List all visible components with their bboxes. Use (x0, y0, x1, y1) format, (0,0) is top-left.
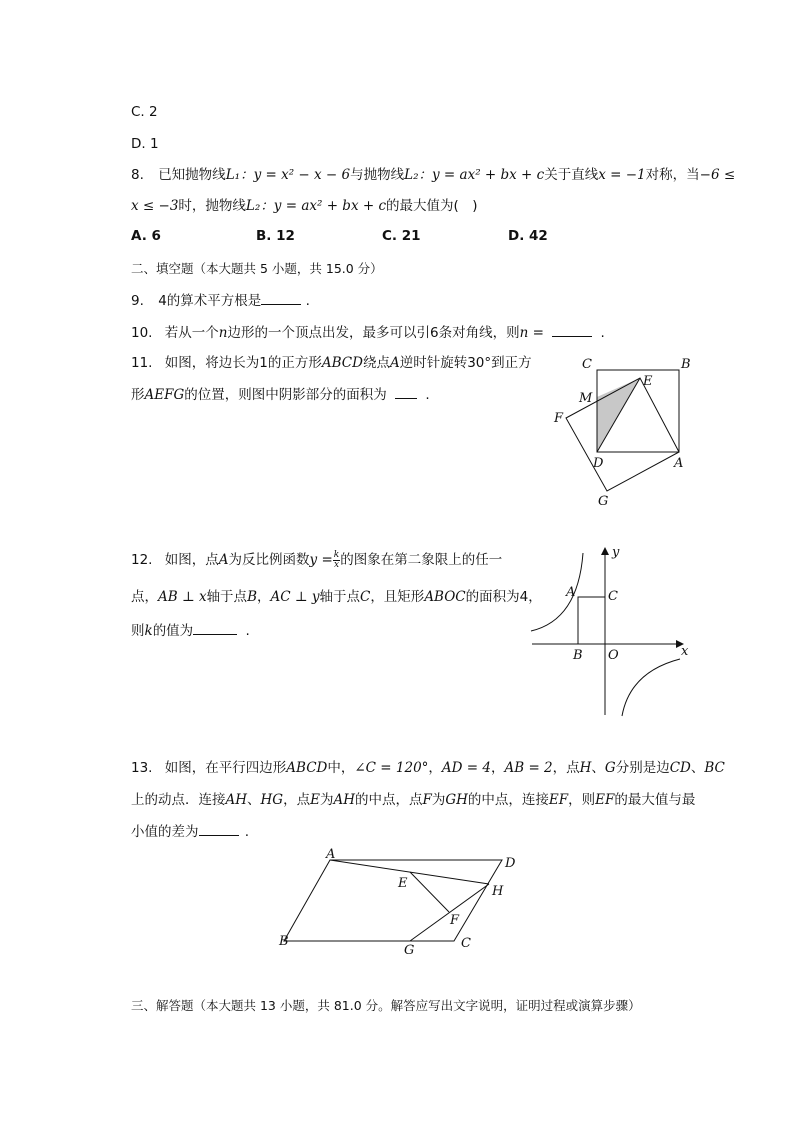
q13-text: 为 (319, 792, 334, 808)
q13-text: 、 (690, 760, 705, 776)
q13-cd: CD (669, 760, 691, 776)
answer-blank[interactable] (552, 322, 592, 337)
q8-eq1: ：y = x² − x − 6 (240, 167, 351, 183)
q8-text: 对称，当 (645, 167, 700, 183)
label-c: C (608, 589, 618, 604)
label-x: x (681, 644, 689, 659)
q11-figure (550, 352, 700, 512)
answer-blank[interactable] (193, 620, 237, 635)
q8-line1 (131, 165, 735, 185)
q9-text: 4的算术平方根是 (158, 293, 262, 309)
label-b: B (681, 357, 691, 372)
q13-text: 如图，在平行四边形 (164, 760, 287, 776)
label-a: A (674, 456, 684, 471)
label-g: G (598, 494, 609, 509)
q13-number: 13. (131, 760, 153, 776)
q11-text: 的位置，则图中阴影部分的面积为 (184, 387, 387, 403)
label-e: E (643, 374, 653, 389)
label-g: G (404, 943, 415, 958)
q8-number: 8. (131, 167, 144, 183)
q8-text: 与抛物线 (350, 167, 405, 183)
q13-f: F (422, 792, 432, 808)
label-h: H (492, 884, 504, 899)
q13-text: 、 (247, 792, 261, 808)
q13-text: 的中点，连接 (467, 792, 549, 808)
q8-option-d: D. 42 (508, 228, 548, 244)
q12-aboc: ABOC (424, 589, 466, 605)
q12-line2 (131, 587, 542, 607)
curve-fourth-quadrant (622, 659, 680, 716)
q12-text: 如图，点 (164, 552, 219, 568)
label-b: B (573, 648, 583, 663)
q12-text: 点， (131, 589, 158, 605)
q12-ab: AB ⊥ x (158, 589, 207, 605)
q12-figure (528, 540, 698, 720)
q10-text: 若从一个 (164, 325, 219, 341)
q12-text: 为反比例函数 (228, 552, 310, 568)
label-b: B (279, 934, 289, 949)
fraction-numerator: k (333, 549, 340, 560)
q12-text: 轴于点 (206, 589, 248, 605)
q13-text: ， (428, 760, 442, 776)
q13-line1 (131, 758, 725, 778)
q13-h: H (579, 760, 592, 776)
q12-line3 (131, 620, 250, 641)
q10-line (131, 322, 605, 343)
q13-ad: AD = 4 (441, 760, 491, 776)
fraction-denominator: x (333, 559, 340, 570)
q10-n-eq: n = (519, 325, 544, 341)
q13-text: ，则 (568, 792, 596, 808)
answer-blank[interactable] (261, 290, 301, 305)
q13-hg: HG (260, 792, 284, 808)
q12-c: C (359, 589, 371, 605)
label-c: C (461, 936, 471, 951)
q12-text: ，且矩形 (370, 589, 425, 605)
q8-line2 (131, 196, 478, 216)
q8-cond: x ≤ −3 (131, 198, 179, 214)
q13-g: G (604, 760, 616, 776)
q13-angle-c: ∠C = 120° (354, 760, 429, 776)
rectangle-aboc (578, 597, 605, 644)
q8-text: 已知抛物线 (158, 167, 226, 183)
q13-figure (275, 845, 525, 960)
q13-e: E (310, 792, 320, 808)
q10-text: 边形的一个顶点出发，最多可以引6条对角线，则 (227, 325, 520, 341)
q13-ef: EF (595, 792, 615, 808)
q9-number: 9. (131, 293, 144, 309)
q12-text: 的面积为4， (465, 589, 542, 605)
q10-number: 10. (131, 325, 153, 341)
q8-l2: L₂ (404, 167, 419, 183)
section-2-heading: 二、填空题（本大题共 5 小题，共 15.0 分） (131, 261, 383, 276)
q13-text: ， (490, 760, 505, 776)
q8-line: x = −1 (598, 167, 646, 183)
q8-text: 关于直线 (544, 167, 599, 183)
q8-text: 的最大值为( ) (386, 198, 478, 214)
label-o: O (608, 648, 619, 663)
label-c: C (582, 357, 592, 372)
q13-ef: EF (548, 792, 569, 808)
q13-text: 的中点，点 (354, 792, 423, 808)
q11-text: 逆时针旋转30°到正方 (399, 355, 532, 371)
q10-end: . (600, 325, 605, 341)
segment-ef (410, 872, 449, 912)
q12-func: y = (309, 552, 333, 568)
label-a: A (326, 847, 336, 862)
q11-text: 形 (131, 387, 145, 403)
answer-blank[interactable] (395, 384, 417, 399)
q7-option-d: D. 1 (131, 136, 159, 152)
q13-text: 上的动点．连接 (131, 792, 226, 808)
label-m: M (579, 391, 593, 406)
section-3-heading: 三、解答题（本大题共 13 小题，共 81.0 分。解答应写出文字说明，证明过程或演算步骤） (131, 998, 641, 1013)
q12-text: 则 (131, 623, 145, 639)
q8-l2: L₂ (245, 198, 261, 214)
q12-line1 (131, 550, 502, 570)
label-e: E (398, 876, 408, 891)
q8-eq3: ：y = ax² + bx + c (260, 198, 387, 214)
parallelogram-abcd (284, 860, 502, 941)
q11-line1 (131, 353, 532, 373)
q13-abcd: ABCD (286, 760, 328, 776)
q8-option-c: C. 21 (382, 228, 421, 244)
q8-cond: −6 ≤ (699, 167, 736, 183)
label-d: D (593, 456, 604, 471)
q11-text: 绕点 (362, 355, 390, 371)
q11-aefg: AEFG (144, 387, 185, 403)
q8-text: 时，抛物线 (178, 198, 246, 214)
q12-ac: AC ⊥ y (270, 589, 320, 605)
label-f: F (450, 913, 460, 928)
q13-line3 (131, 821, 249, 842)
answer-blank[interactable] (199, 821, 239, 836)
q11-a: A (389, 355, 400, 371)
q11-abcd: ABCD (321, 355, 363, 371)
label-f: F (554, 411, 564, 426)
q8-option-b: B. 12 (256, 228, 295, 244)
q9-end: . (305, 293, 310, 309)
q8-l1: L₁ (225, 167, 241, 183)
segment-ah (330, 860, 489, 884)
q13-ah: AH (333, 792, 355, 808)
q8-option-a: A. 6 (131, 228, 161, 244)
q13-text: 中， (327, 760, 355, 776)
q13-text: 、 (591, 760, 605, 776)
q12-comma: ， (256, 589, 271, 605)
q11-line2 (131, 384, 430, 405)
q13-ah: AH (225, 792, 248, 808)
q11-text: 如图，将边长为1的正方形 (164, 355, 322, 371)
label-d: D (505, 856, 516, 871)
q13-text: 的最大值与最 (614, 792, 696, 808)
q13-end: . (244, 824, 250, 840)
q12-end: . (245, 623, 250, 639)
q13-text: 小值的差为 (131, 824, 199, 840)
q11-end: . (425, 387, 430, 403)
q13-bc: BC (704, 760, 725, 776)
q13-text: ，点 (552, 760, 580, 776)
q12-b: B (247, 589, 257, 605)
q8-eq2: ：y = ax² + bx + c (418, 167, 545, 183)
q13-line2 (131, 790, 695, 810)
q13-text: 分别是边 (615, 760, 670, 776)
label-a: A (566, 585, 576, 600)
q13-gh: GH (445, 792, 468, 808)
q12-k: k (144, 623, 153, 639)
q13-text: ，点 (283, 792, 311, 808)
q12-text: 轴于点 (319, 589, 360, 605)
label-y: y (612, 545, 620, 560)
q12-number: 12. (131, 552, 153, 568)
q11-number: 11. (131, 355, 153, 371)
q10-n: n (218, 325, 228, 341)
q13-ab: AB = 2 (504, 760, 553, 776)
q9-line (131, 290, 310, 311)
q12-a: A (218, 552, 229, 568)
q13-text: 为 (431, 792, 446, 808)
q7-option-c: C. 2 (131, 104, 158, 120)
q12-text: 的图象在第二象限上的任一 (340, 552, 503, 568)
q12-text: 的值为 (152, 623, 194, 639)
